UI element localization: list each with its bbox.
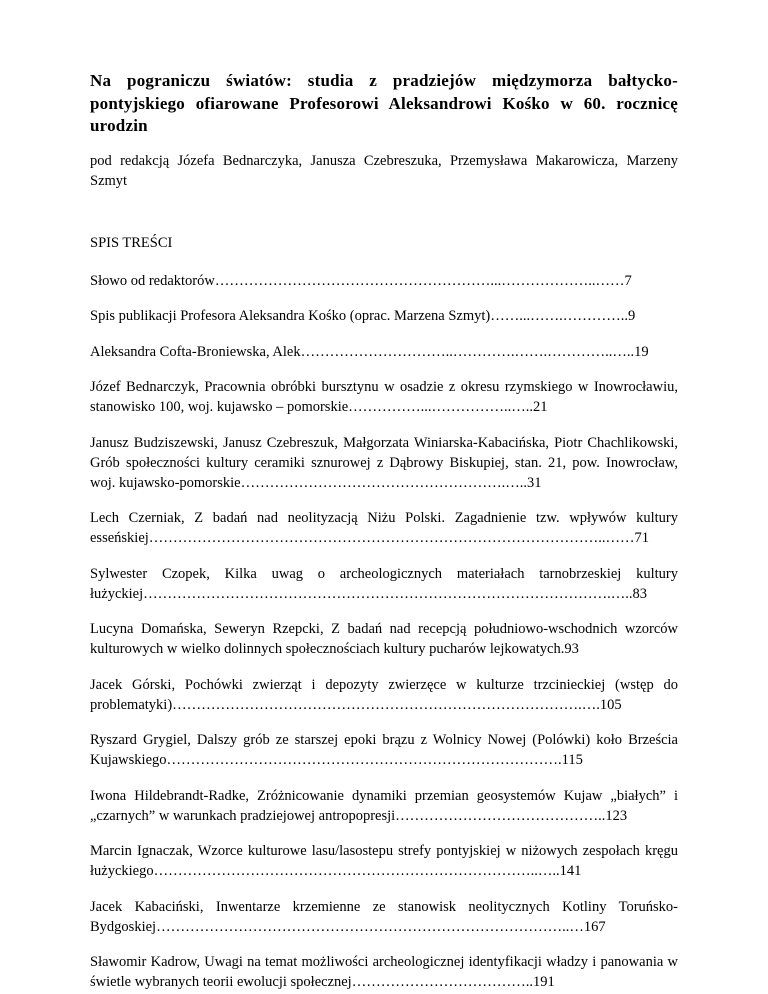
toc-entry-leaders: …………………………………………………………………………..… [156,918,584,935]
toc-entry [90,619,678,659]
toc-entry-page: 19 [634,343,649,360]
toc-entry [90,433,678,493]
toc-entry [90,508,678,548]
toc-entry-leaders: ……...…….………….. [490,308,629,324]
toc-entry-text: Sylwester Czopek, Kilka uwag o archeologicznych materiałach tarnobrzeskiej kultury łużyckiej [90,565,678,602]
toc-entry-leaders: ……………………………………………………………………..….. [153,863,560,879]
toc-entry-leaders: …………………………………………………………………………………….….. [143,585,633,602]
toc-entry-page: 21 [533,399,548,415]
toc-entry-leaders: ………………………………………………………………………….…. [172,696,600,713]
toc-entry-page: 7 [624,272,632,289]
toc-entry-leaders: …………………………..………….…….…………..….. [300,343,635,360]
toc-entry [90,730,678,770]
toc-entry-text: Janusz Budziszewski, Janusz Czebreszuk, Małgorzata Winiarska-Kabacińska, Piotr Chachlikowski, Grób społeczności kultury ceramiki sznurowej z Dąbrowy Biskupiej, stan. 21, pow. Inowrocław, woj. kujawsko-pomorskie [90,434,678,491]
toc-entry-text: Słowo od redaktorów [90,272,215,289]
toc-entry-leaders: …………………………………………………...………………..…… [214,272,625,289]
toc-entry-page: 167 [583,918,606,935]
toc-entry-text: Lech Czerniak, Z badań nad neolityzacją Niżu Polski. Zagadnienie tzw. wpływów kultury esseńskiej [90,510,678,546]
toc-entry-leaders: …………………………………………………………………………………..…… [148,530,635,546]
toc-entry-text: Ryszard Grygiel, Dalszy grób ze starszej epoki brązu z Wolnicy Nowej (Polówki) koło Brześcia Kujawskiego [90,732,678,768]
toc-entry [90,952,678,992]
toc-entry-page: 141 [559,863,582,879]
toc-entry [90,342,678,362]
toc-entry-text: Aleksandra Cofta-Broniewska, Alek [90,343,301,360]
toc-entry-page: 123 [605,807,628,824]
toc-entry-text: Spis publikacji Profesora Aleksandra Kośko (oprac. Marzena Szmyt) [90,308,491,324]
toc-entry-page: 83 [632,585,648,602]
toc-entry-text: Jacek Górski, Pochówki zwierząt i depozyty zwierzęce w kulturze trzcinieckiej (wstęp do problematyki) [90,676,678,713]
toc-entry-page: 71 [634,530,650,546]
toc-heading: SPIS TREŚCI [90,234,173,251]
toc-entry [90,564,678,604]
table-of-contents [90,271,678,993]
toc-entry [90,897,678,937]
toc-entry-page: 105 [599,696,622,713]
document-page [90,70,678,992]
toc-entry-leaders: ………………………………………………………………………. [166,752,562,768]
toc-entry-leaders: ……………...……………..….. [348,399,534,415]
toc-entry-page: 191 [532,974,555,990]
toc-entry-text: Sławomir Kadrow, Uwagi na temat możliwości archeologicznej identyfikacji władzy i panowania w świetle wybranych teorii ewolucji społecznej [90,954,678,990]
toc-entry-leaders: …………………………………….. [395,807,606,824]
toc-entry [90,377,678,417]
toc-entry-page: 31 [527,474,542,491]
toc-entry [90,271,678,291]
toc-entry-text: Lucyna Domańska, Seweryn Rzepcki, Z badań nad recepcją południowo-wschodnich wzorców kulturowych w wielko dolinnych społecznościach kultury pucharów lejkowatych. [90,621,678,657]
book-title: Na pograniczu światów: studia z pradziejów międzymorza bałtycko-pontyjskiego ofiarowane Profesorowi Aleksandrowi Kośko w 60. rocznicę urodzin [90,71,678,135]
toc-entry-text: Marcin Ignaczak, Wzorce kulturowe lasu/lasostepu strefy pontyjskiej w niżowych zespołach kręgu łużyckiego [90,843,678,879]
toc-entry [90,306,678,326]
editors-line: pod redakcją Józefa Bednarczyka, Janusza Czebreszuka, Przemysława Makarowicza, Marzeny Szmyt [90,152,678,189]
toc-entry-page: 115 [561,752,583,768]
toc-entry-text: Iwona Hildebrandt-Radke, Zróżnicowanie dynamiki przemian geosystemów Kujaw „białych” i „czarnych” w warunkach pradziejowej antropopresji [90,787,678,824]
toc-entry-leaders: ……………………………………………….….. [240,474,527,491]
toc-entry-page: 93 [564,641,579,657]
toc-entry-leaders: ……………………………….. [351,974,533,990]
toc-entry-text: Jacek Kabaciński, Inwentarze krzemienne ze stanowisk neolitycznych Kotliny Toruńsko-Bydgoskiej [90,898,678,935]
toc-entry [90,786,678,826]
toc-entry-page: 9 [628,308,636,324]
toc-entry [90,675,678,715]
toc-entry-text: Józef Bednarczyk, Pracownia obróbki bursztynu w osadzie z okresu rzymskiego w Inowrocławiu, stanowisko 100, woj. kujawsko – pomorskie [90,379,678,415]
toc-entry [90,841,678,881]
